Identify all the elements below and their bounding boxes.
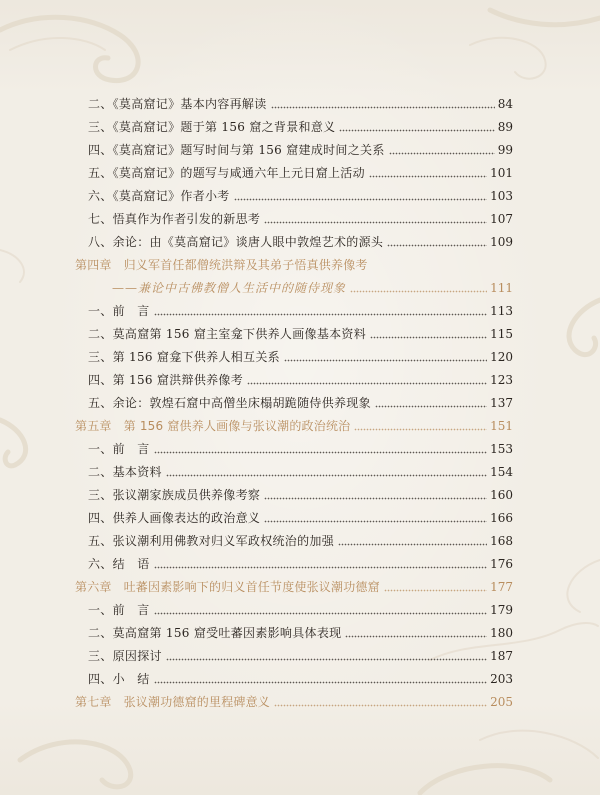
toc-entry — [75, 322, 513, 345]
dot-leader — [271, 98, 495, 110]
entry-title: 三、第 156 窟龛下供养人相互关系 — [88, 350, 280, 364]
toc-entry — [75, 529, 513, 552]
entry-title: 一、前 言 — [88, 603, 150, 617]
dot-leader — [154, 443, 488, 455]
entry-title: 二、基本资料 — [88, 465, 162, 479]
toc-entry — [75, 598, 513, 621]
page-number: 101 — [490, 165, 513, 180]
page-number: 154 — [490, 464, 513, 479]
entry-title: 一、前 言 — [88, 304, 150, 318]
toc-entry — [75, 644, 513, 667]
entry-title: 六、《莫高窟记》作者小考 — [88, 189, 230, 203]
entry-title: 八、余论：由《莫高窟记》谈唐人眼中敦煌艺术的源头 — [88, 235, 384, 249]
page-number: 180 — [490, 625, 513, 640]
entry-title: 三、张议潮家族成员供养像考察 — [88, 488, 261, 502]
page-number: 99 — [497, 142, 513, 157]
chapter-subtitle: ——兼论中古佛教僧人生活中的随侍现象 — [112, 281, 347, 295]
page-number: 89 — [497, 119, 513, 134]
toc-entry — [75, 207, 513, 230]
table-of-contents — [75, 92, 513, 713]
chapter-number: 第五章 — [75, 419, 112, 433]
page-number: 109 — [490, 234, 513, 249]
toc-entry — [75, 345, 513, 368]
entry-title: 七、悟真作为作者引发的新思考 — [88, 212, 261, 226]
toc-chapter-heading — [75, 253, 513, 276]
entry-title: 三、原因探讨 — [88, 649, 162, 663]
entry-title: 二、《莫高窟记》基本内容再解读 — [88, 97, 267, 111]
toc-entry — [75, 184, 513, 207]
dot-leader — [338, 535, 487, 547]
page-number: 103 — [490, 188, 513, 203]
toc-chapter-subtitle — [75, 276, 513, 299]
page-number: 160 — [490, 487, 513, 502]
entry-title: 三、《莫高窟记》题于第 156 窟之背景和意义 — [88, 120, 336, 134]
entry-title: 五、《莫高窟记》的题写与咸通六年上元日窟上活动 — [88, 166, 365, 180]
dot-leader — [375, 397, 487, 409]
entry-title: 六、结 语 — [88, 557, 150, 571]
dot-leader — [154, 673, 488, 685]
page-number: 120 — [490, 349, 513, 364]
chapter-title: 吐蕃因素影响下的归义首任节度使张议潮功德窟 — [123, 580, 380, 594]
toc-entry — [75, 391, 513, 414]
page-number: 187 — [490, 648, 513, 663]
dot-leader — [264, 512, 487, 524]
dot-leader — [154, 305, 488, 317]
page-number: 176 — [490, 556, 513, 571]
dot-leader — [384, 581, 487, 593]
toc-entry — [75, 92, 513, 115]
dot-leader — [247, 374, 487, 386]
page-number: 115 — [490, 326, 513, 341]
page-number: 123 — [490, 372, 513, 387]
dot-leader — [154, 558, 488, 570]
page-number: 151 — [490, 418, 513, 433]
chapter-number: 第七章 — [75, 695, 112, 709]
dot-leader — [234, 190, 487, 202]
toc-entry — [75, 621, 513, 644]
toc-entry — [75, 230, 513, 253]
page-number: 205 — [490, 694, 513, 709]
dot-leader — [370, 328, 487, 340]
entry-title: 四、第 156 窟洪辩供养像考 — [88, 373, 244, 387]
toc-entry — [75, 667, 513, 690]
dot-leader — [369, 167, 487, 179]
dot-leader — [166, 650, 487, 662]
page-number: 168 — [490, 533, 513, 548]
page-number: 153 — [490, 441, 513, 456]
chapter-title: 第 156 窟供养人画像与张议潮的政治统治 — [123, 419, 351, 433]
page-number: 177 — [490, 579, 513, 594]
entry-title: 五、张议潮利用佛教对归义军政权统治的加强 — [88, 534, 335, 548]
entry-title: 四、供养人画像表达的政治意义 — [88, 511, 261, 525]
chapter-number: 第四章 — [75, 258, 112, 272]
toc-entry — [75, 161, 513, 184]
dot-leader — [350, 282, 487, 294]
dot-leader — [154, 604, 488, 616]
entry-title: 四、小 结 — [88, 672, 150, 686]
toc-entry — [75, 483, 513, 506]
entry-title: 二、莫高窟第 156 窟主室龛下供养人画像基本资料 — [88, 327, 367, 341]
dot-leader — [166, 466, 487, 478]
page-number: 203 — [490, 671, 513, 686]
page-number: 137 — [490, 395, 513, 410]
toc-entry — [75, 299, 513, 322]
dot-leader — [389, 144, 495, 156]
dot-leader — [345, 627, 487, 639]
entry-title: 一、前 言 — [88, 442, 150, 456]
page-number: 107 — [490, 211, 513, 226]
page-number: 166 — [490, 510, 513, 525]
entry-title: 二、莫高窟第 156 窟受吐蕃因素影响具体表现 — [88, 626, 342, 640]
dot-leader — [284, 351, 487, 363]
toc-entry — [75, 368, 513, 391]
page-number: 111 — [490, 280, 513, 295]
dot-leader — [387, 236, 487, 248]
toc-entry — [75, 115, 513, 138]
chapter-title: 张议潮功德窟的里程碑意义 — [123, 695, 271, 709]
entry-title: 五、余论：敦煌石窟中高僧坐床榻胡跪随侍供养现象 — [88, 396, 371, 410]
dot-leader — [264, 489, 487, 501]
dot-leader — [274, 696, 487, 708]
chapter-title: 归义军首任都僧统洪辩及其弟子悟真供养像考 — [123, 258, 368, 272]
page-number: 113 — [490, 303, 513, 318]
toc-chapter-heading — [75, 575, 513, 598]
toc-entry — [75, 460, 513, 483]
dot-leader — [264, 213, 487, 225]
toc-chapter-heading — [75, 690, 513, 713]
toc-chapter-heading — [75, 414, 513, 437]
chapter-number: 第六章 — [75, 580, 112, 594]
toc-entry — [75, 437, 513, 460]
page-number: 179 — [490, 602, 513, 617]
toc-entry — [75, 552, 513, 575]
dot-leader — [354, 420, 487, 432]
toc-entry — [75, 138, 513, 161]
page-number: 84 — [497, 96, 513, 111]
entry-title: 四、《莫高窟记》题写时间与第 156 窟建成时间之关系 — [88, 143, 385, 157]
dot-leader — [339, 121, 494, 133]
toc-entry — [75, 506, 513, 529]
